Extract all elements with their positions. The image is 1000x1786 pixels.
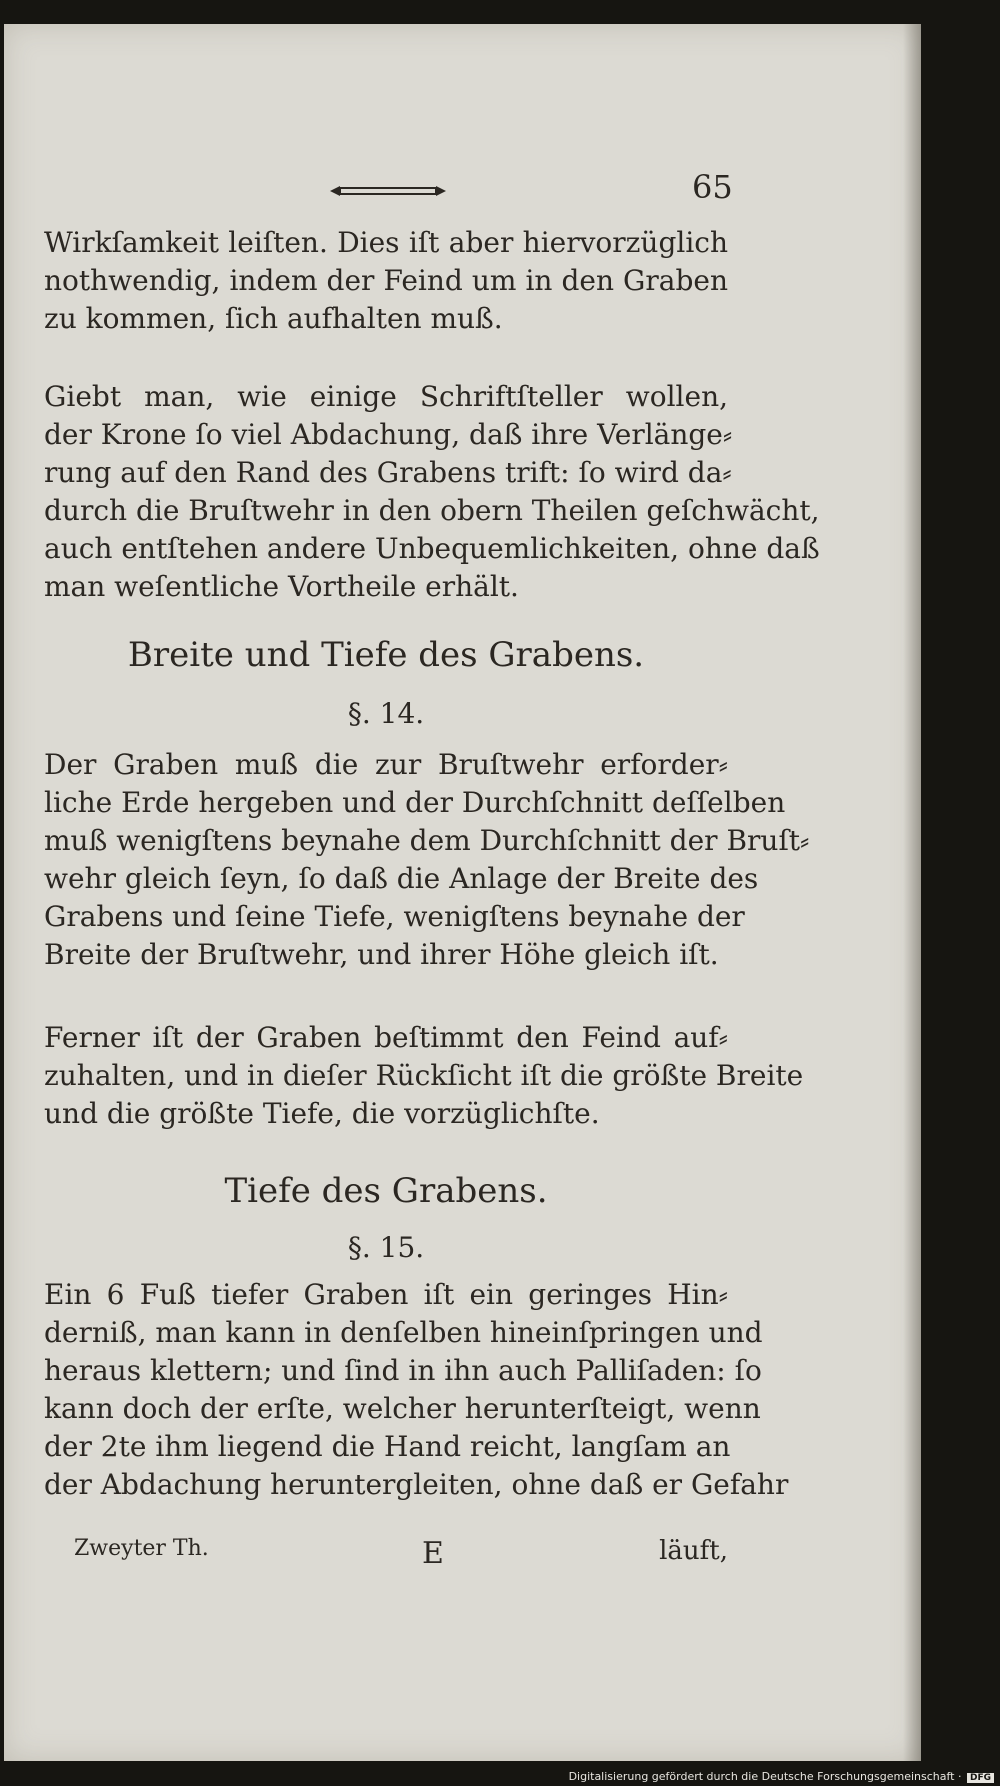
paragraph-3 bbox=[44, 746, 810, 974]
section-number: §. 14. bbox=[347, 697, 425, 730]
text-line: heraus klettern; und ſind in ihn auch Palliſaden: ſo bbox=[44, 1354, 762, 1387]
text-line: liche Erde hergeben und der Durchſchnitt deſſelben bbox=[44, 786, 786, 819]
text-line: und die größte Tiefe, die vorzüglichſte. bbox=[44, 1097, 600, 1130]
text-line: der Abdachung heruntergleiten, ohne daß er Gefahr bbox=[44, 1468, 789, 1501]
text-line: derniß, man kann in denſelben hineinſpringen und bbox=[44, 1316, 763, 1349]
text-line: durch die Bruſtwehr in den obern Theilen geſchwächt, bbox=[44, 494, 820, 527]
text-line: zuhalten, und in dieſer Rückſicht iſt die größte Breite bbox=[44, 1059, 804, 1092]
text-line: zu kommen, ſich aufhalten muß. bbox=[44, 302, 503, 335]
text-line: Breite der Bruſtwehr, und ihrer Höhe gleich iſt. bbox=[44, 938, 719, 971]
ornament-rule bbox=[326, 182, 450, 200]
text-line: Wirkſamkeit leiſten. Dies iſt aber hiervorzüglich bbox=[44, 226, 728, 259]
text-line: wehr gleich ſeyn, ſo daß die Anlage der Breite des bbox=[44, 862, 759, 895]
text-line: auch entſtehen andere Unbequemlichkeiten, ohne daß bbox=[44, 532, 820, 565]
text-line: nothwendig, indem der Feind um in den Graben bbox=[44, 264, 728, 297]
section-heading: Breite und Tiefe des Grabens. bbox=[127, 635, 645, 675]
page-footer bbox=[74, 1536, 728, 1576]
text-line: Der Graben muß die zur Bruſtwehr erforder⸗ bbox=[44, 748, 728, 781]
signature-line: Zweyter Th. bbox=[74, 1536, 209, 1561]
catchword: läuft, bbox=[659, 1536, 728, 1566]
paragraph-4 bbox=[44, 1019, 804, 1133]
digitization-credit bbox=[569, 1770, 994, 1783]
page-number: 65 bbox=[692, 168, 733, 206]
text-line: man weſentliche Vortheile erhält. bbox=[44, 570, 519, 603]
paragraph-2 bbox=[44, 378, 820, 606]
text-line: muß wenigſtens beynahe dem Durchſchnitt der Bruſt⸗ bbox=[44, 824, 810, 857]
text-line: rung auf den Rand des Grabens trift: ſo wird da⸗ bbox=[44, 456, 732, 489]
section-heading: Tiefe des Grabens. bbox=[224, 1171, 548, 1211]
book-page bbox=[4, 24, 921, 1761]
dfg-logo: DFG bbox=[967, 1773, 994, 1783]
text-line: Ferner iſt der Graben beſtimmt den Feind auf⸗ bbox=[44, 1021, 728, 1054]
text-line: der Krone ſo viel Abdachung, daß ihre Verlänge⸗ bbox=[44, 418, 733, 451]
section-number: §. 15. bbox=[347, 1231, 425, 1264]
paragraph-5 bbox=[44, 1276, 789, 1504]
text-line: der 2te ihm liegend die Hand reicht, langſam an bbox=[44, 1430, 731, 1463]
text-line: Grabens und ſeine Tiefe, wenigſtens beynahe der bbox=[44, 900, 745, 933]
paragraph-1 bbox=[44, 224, 728, 338]
signature-mark: E bbox=[422, 1536, 444, 1571]
credit-text: Digitalisierung gefördert durch die Deutsche Forschungsgemeinschaft · bbox=[568, 1770, 962, 1783]
text-line: Giebt man, wie einige Schriftſteller wollen, bbox=[44, 380, 728, 413]
text-line: kann doch der erſte, welcher herunterſteigt, wenn bbox=[44, 1392, 761, 1425]
text-line: Ein 6 Fuß tiefer Graben iſt ein geringes Hin⸗ bbox=[44, 1278, 728, 1311]
